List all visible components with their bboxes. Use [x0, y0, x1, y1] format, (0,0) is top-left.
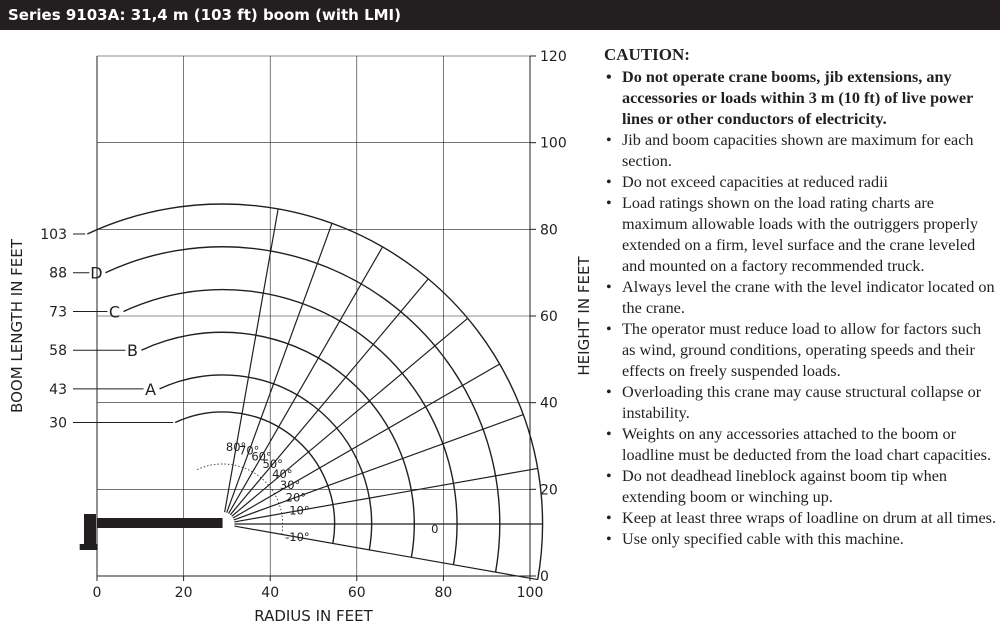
boom-length-label: 73: [49, 304, 67, 321]
y-tick-label: 40: [540, 395, 558, 412]
caution-item: • Jib and boom capacities shown are maximum for each section.: [604, 130, 996, 172]
boom-length-label: 43: [49, 381, 67, 398]
boom-angle-label: 0: [431, 522, 439, 536]
caution-item: • Do not deadhead lineblock against boom tip when extending boom or winching up.: [604, 466, 996, 508]
boom-section-label: B: [127, 341, 139, 361]
x-axis-title: RADIUS IN FEET: [254, 607, 373, 625]
x-tick-label: 60: [347, 585, 366, 601]
boom-length-label: 88: [49, 265, 67, 282]
y-tick-label: 60: [540, 309, 558, 325]
left-axis-title: BOOM LENGTH IN FEET: [8, 239, 26, 413]
caution-item: • Use only specified cable with this machine.: [604, 529, 996, 550]
crane-boom-base: [97, 518, 223, 528]
boom-section-label: D: [90, 263, 103, 283]
crane-foot: [80, 544, 98, 550]
boom-section-label: C: [108, 302, 121, 322]
caution-list: [604, 67, 996, 550]
caution-item: • The operator must reduce load to allow for factors such as wind, ground conditions, operating speeds and their effects on freely suspended loads.: [604, 319, 996, 382]
chart-title-bar: [0, 0, 1000, 30]
caution-heading: CAUTION:: [604, 45, 690, 64]
caution-item: • Weights on any accessories attached to the boom or loadline must be deducted from the load chart capacities.: [604, 424, 996, 466]
boom-length-label: 30: [49, 415, 67, 432]
chart-title: Series 9103A: 31,4 m (103 ft) boom (with LMI): [8, 6, 401, 24]
boom-section-label: A: [145, 379, 157, 399]
boom-angle-label: 70°: [239, 443, 260, 458]
caution-item: • Do not exceed capacities at reduced radii: [604, 172, 996, 193]
y-tick-label: 120: [540, 49, 567, 65]
boom-length-label: 58: [49, 343, 67, 360]
boom-angle-label: 40°: [272, 466, 293, 481]
caution-item: • Keep at least three wraps of loadline on drum at all times.: [604, 508, 996, 529]
boom-angle-line: [234, 526, 537, 579]
boom-angle-label: 60°: [251, 449, 272, 464]
caution-panel: [604, 44, 996, 550]
boom-angle-label: 20°: [285, 490, 307, 505]
crane-mast: [84, 514, 96, 549]
boom-angle-label: -10°: [285, 530, 310, 545]
boom-angle-label: 30°: [279, 478, 301, 492]
boom-angle-label: 50°: [262, 457, 283, 472]
boom-angle-label: 80°: [225, 440, 247, 455]
x-tick-label: 80: [434, 585, 453, 601]
boom-angle-label: 10°: [289, 503, 310, 518]
right-axis-title: HEIGHT IN FEET: [575, 256, 593, 376]
x-tick-label: 0: [92, 585, 102, 601]
caution-item: • Always level the crane with the level indicator located on the crane.: [604, 277, 996, 319]
caution-item: • Overloading this crane may cause structural collapse or instability.: [604, 382, 996, 424]
y-tick-label: 0: [540, 569, 549, 585]
x-tick-label: 40: [261, 585, 280, 601]
x-tick-label: 100: [516, 585, 544, 601]
y-tick-label: 20: [540, 482, 558, 499]
range-diagram: [0, 30, 600, 626]
caution-item: • Load ratings shown on the load rating charts are maximum allowable loads with the outriggers properly extended on a firm, level surface and the crane leveled and mounted on a factory recommended truck.: [604, 193, 996, 277]
x-tick-label: 20: [174, 585, 193, 601]
boom-length-label: 103: [40, 226, 67, 243]
caution-item: • Do not operate crane booms, jib extensions, any accessories or loads within 3 m (10 ft) of live power lines or other conductors of electricity.: [604, 67, 996, 130]
y-tick-label: 100: [540, 135, 567, 152]
y-tick-label: 80: [540, 222, 558, 239]
